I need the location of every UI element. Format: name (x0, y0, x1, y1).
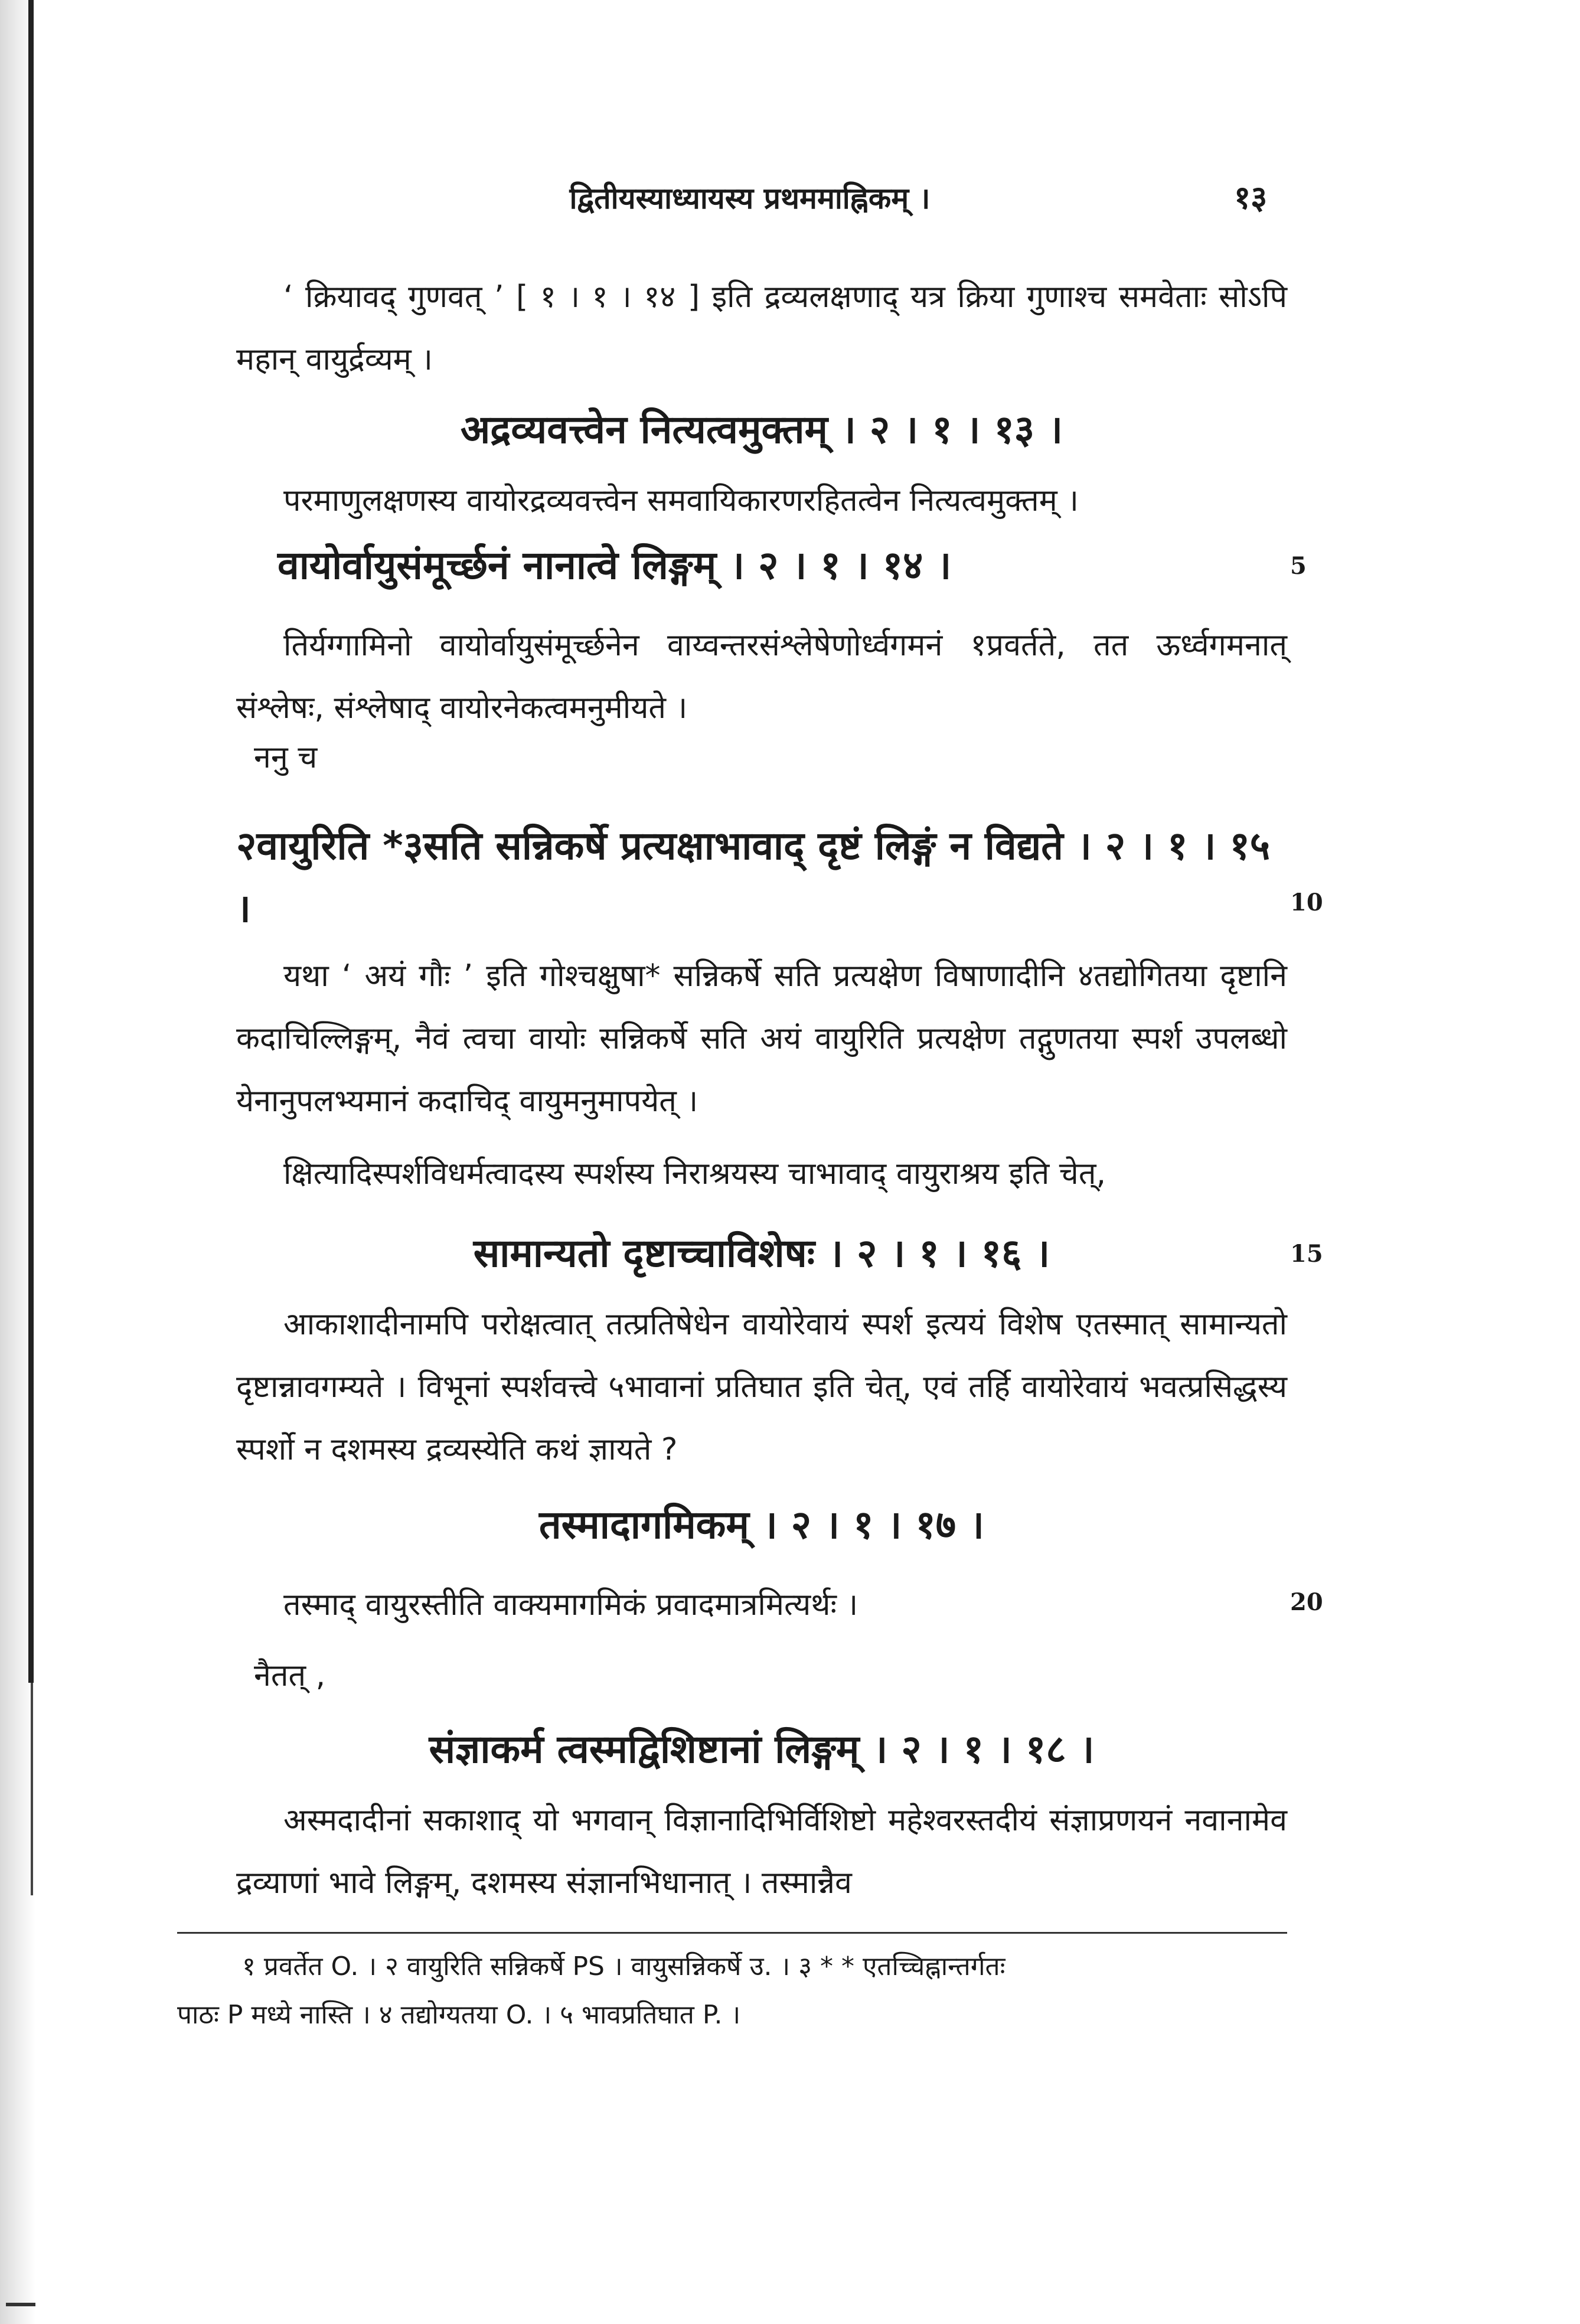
line-number: 15 (1290, 1240, 1323, 1268)
sutra-heading: संज्ञाकर्म त्वस्मद्विशिष्टानां लिङ्गम् । २ । १ । १८ । (429, 1726, 1095, 1772)
line-number: 5 (1290, 552, 1307, 580)
commentary-paragraph: परमाणुलक्षणस्य वायोरद्रव्यवत्त्वेन समवायिकारणरहितत्वेन नित्यत्वमुक्तम् । (283, 483, 1079, 518)
commentary-paragraph: तिर्यग्गामिनो वायोर्वायुसंमूर्च्छनेन वाय्वन्तरसंश्लेषेणोर्ध्वगमनं १प्रवर्तते, तत ऊर्ध्वगमनात् संश्लेषः, संश्लेषाद् वायोरनेकत्वमनुमीयते । (236, 628, 1287, 726)
sutra-heading: वायोर्वायुसंमूर्च्छनं नानात्वे लिङ्गम् । २ । १ । १४ । (278, 543, 952, 588)
running-head: द्वितीयस्याध्यायस्य प्रथममाह्निकम् । (569, 181, 931, 216)
connecting-phrase: ननु च (254, 740, 318, 775)
sutra-heading: अद्रव्यवत्त्वेन नित्यत्वमुक्तम् । २ । १ । १३ । (460, 407, 1063, 452)
commentary-paragraph: क्षित्यादिस्पर्शविधर्मत्वादस्य स्पर्शस्य निराश्रयस्य चाभावाद् वायुराश्रय इति चेत्, (283, 1156, 1106, 1192)
footnote-line: पाठः P मध्ये नास्ति । ४ तद्योग्यतया O. । ५ भावप्रतिघात P. । (177, 2000, 741, 2030)
footnote-rule (177, 1932, 1287, 1934)
line-number: 10 (1290, 889, 1323, 916)
sutra-heading: तस्मादागमिकम् । २ । १ । १७ । (538, 1502, 985, 1548)
connecting-phrase: नैतत् , (254, 1658, 326, 1693)
page-number: १३ (1234, 179, 1268, 216)
commentary-paragraph: तस्माद् वायुरस्तीति वाक्यमागमिकं प्रवादमात्रमित्यर्थः । (283, 1587, 858, 1623)
commentary-paragraph: अस्मदादीनां सकाशाद् यो भगवान् विज्ञानादिभिर्विशिष्टो महेश्वरस्तदीयं संज्ञाप्रणयनं नवानामेव द्रव्याणां भावे लिङ्गम्, दशमस्य संज्ञानभिधानात् । तस्मान्नैव (236, 1803, 1287, 1901)
commentary-paragraph: ‘ क्रियावद् गुणवत् ’ [ १ । १ । १४ ] इति द्रव्यलक्षणाद् यत्र क्रिया गुणाश्च समवेताः सोऽपि महान् वायुर्द्रव्यम् । (236, 279, 1287, 377)
commentary-paragraph: आकाशादीनामपि परोक्षत्वात् तत्प्रतिषेधेन वायोरेवायं स्पर्श इत्ययं विशेष एतस्मात् सामान्यतो दृष्टान्नावगम्यते । विभूनां स्पर्शवत्त्वे ५भावानां प्रतिघात इति चेत्, एवं तर्हि वायोरेवायं भवत्प्रसिद्धस्य स्पर्शो न दशमस्य द्रव्यस्येति कथं ज्ञायते ? (236, 1307, 1287, 1467)
sutra-heading: २वायुरिति *३सति सन्निकर्षे प्रत्यक्षाभावाद् दृष्टं लिङ्गं न विद्यते । २ । १ । १५ । (236, 823, 1271, 931)
sutra-heading: सामान्यतो दृष्टाच्चाविशेषः । २ । १ । १६ । (473, 1230, 1050, 1276)
footnote-line: १ प्रवर्तेत O. । २ वायुरिति सन्निकर्षे PS । वायुसन्निकर्षे उ. । ३ * * एतच्चिह्नान्तर्गतः (242, 1951, 1006, 1982)
commentary-paragraph: यथा ‘ अयं गौः ’ इति गोश्चक्षुषा* सन्निकर्षे सति प्रत्यक्षेण विषाणादीनि ४तद्योगितया दृष्टानि कदाचिल्लिङ्गम्, नैवं त्वचा वायोः सन्निकर्षे सति अयं वायुरिति प्रत्यक्षेण तद्गुणतया स्पर्श उपलब्धो येनानुपलभ्यमानं कदाचिद् वायुमनुमापयेत् । (236, 958, 1287, 1119)
line-number: 20 (1290, 1588, 1323, 1616)
